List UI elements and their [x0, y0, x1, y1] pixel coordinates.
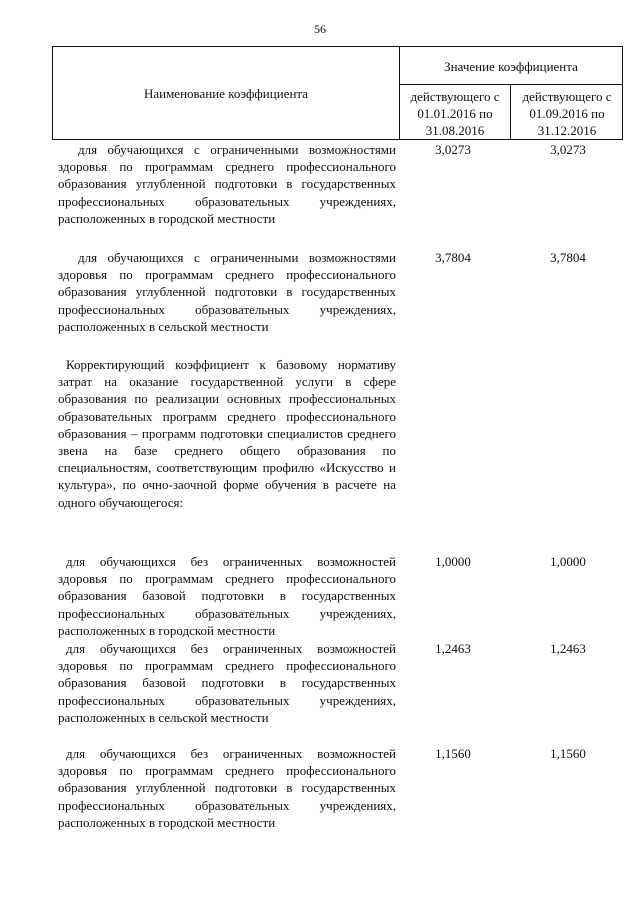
row-value-period-2: 1,0000: [550, 554, 586, 569]
header-border-top: [52, 46, 623, 47]
row-description-heading: Корректирующий коэффициент к базовому нормативу затрат на оказание государственной услуги в сфере образования по реализации основных профессиональных образовательных программ среднего профессионального образования – программ подготовки специалистов среднего звена на базе среднего общего образования по специальностям, соответствующим профилю «Искусство и культура», по очно-заочной форме обучения в расчете на одного обучающегося:: [58, 357, 396, 510]
row-description: для обучающихся с ограниченными возможностями здоровья по программам среднего профессионального образования углубленной подготовки в государственных профессиональных образовательных учреждениях, расположенных в городской местности: [58, 142, 396, 226]
header-divider-horizontal: [399, 84, 623, 85]
header-border-bottom: [52, 139, 623, 140]
row-value-period-1: 1,1560: [435, 746, 471, 761]
header-period-1: действующего с 01.01.2016 по 31.08.2016: [410, 89, 500, 138]
row-value-period-2: 1,1560: [550, 746, 586, 761]
row-description: для обучающихся без ограниченных возможностей здоровья по программам среднего профессионального образования базовой подготовки в государственных профессиональных образовательных учреждениях, расположенных в сельской местности: [58, 641, 396, 725]
header-name-column: Наименование коэффициента: [143, 86, 309, 101]
row-description: для обучающихся без ограниченных возможностей здоровья по программам среднего профессионального образования базовой подготовки в государственных профессиональных образовательных учреждениях, расположенных в городской местности: [58, 554, 396, 638]
row-description: для обучающихся без ограниченных возможностей здоровья по программам среднего профессионального образования углубленной подготовки в государственных профессиональных образовательных учреждениях, расположенных в городской местности: [58, 746, 396, 830]
row-value-period-2: 3,7804: [550, 250, 586, 265]
page-number: 56: [314, 22, 326, 36]
header-divider-periods: [510, 84, 511, 140]
header-period-2: действующего с 01.09.2016 по 31.12.2016: [522, 89, 612, 138]
header-border-right: [622, 46, 623, 140]
row-description: для обучающихся с ограниченными возможностями здоровья по программам среднего профессионального образования углубленной подготовки в государственных профессиональных образовательных учреждениях, расположенных в сельской местности: [58, 250, 396, 334]
row-value-period-1: 3,7804: [435, 250, 471, 265]
row-value-period-1: 1,0000: [435, 554, 471, 569]
row-value-period-1: 3,0273: [435, 142, 471, 157]
row-value-period-1: 1,2463: [435, 641, 471, 656]
header-value-group: Значение коэффициента: [444, 59, 578, 74]
row-value-period-2: 3,0273: [550, 142, 586, 157]
row-value-period-2: 1,2463: [550, 641, 586, 656]
